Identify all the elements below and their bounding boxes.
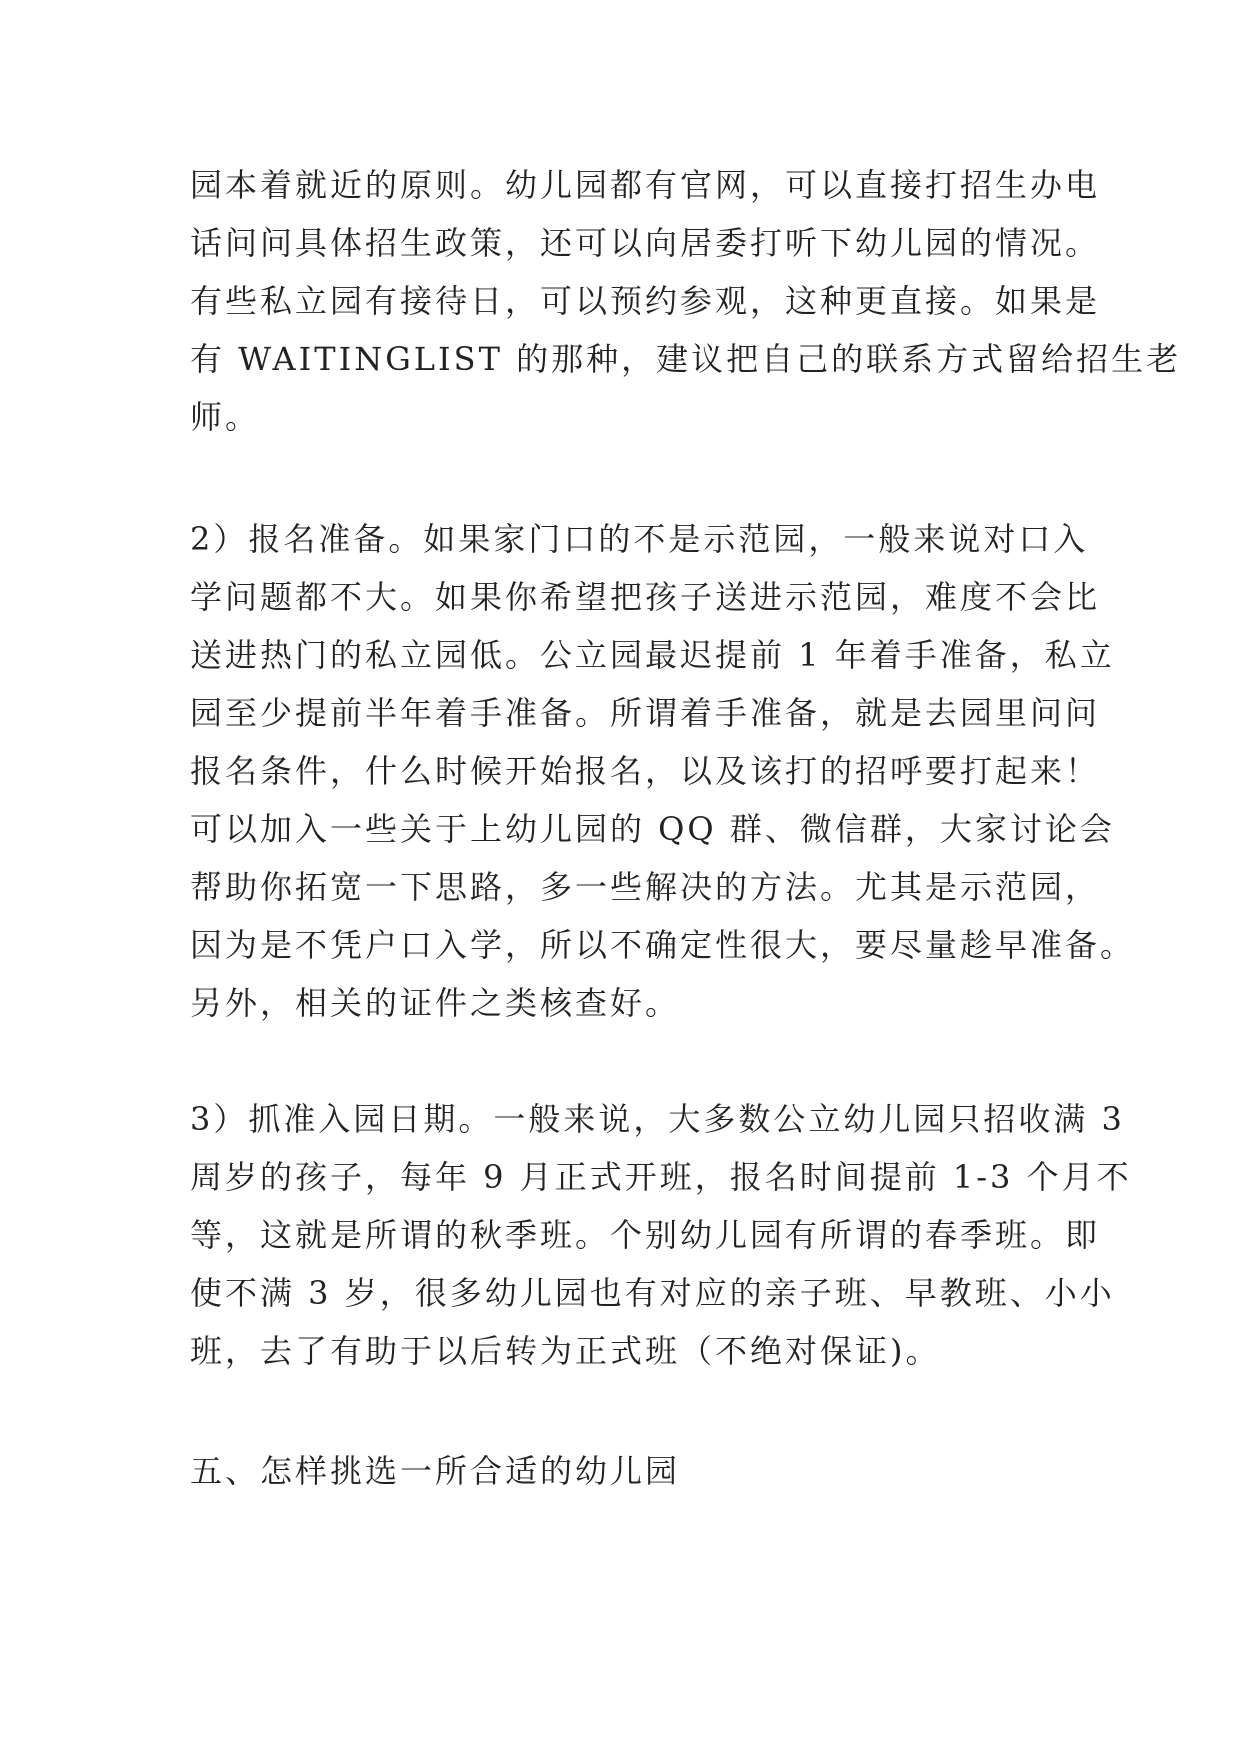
- paragraph-line: 园至少提前半年着手准备。所谓着手准备，就是去园里问问: [190, 694, 1101, 732]
- paragraph-line: 等，这就是所谓的秋季班。个别幼儿园有所谓的春季班。即: [190, 1216, 1101, 1254]
- paragraph-line: 话问问具体招生政策，还可以向居委打听下幼儿园的情况。: [190, 224, 1101, 262]
- paragraph-enrollment-dates: [190, 1090, 1132, 1380]
- paragraph-line: 班，去了有助于以后转为正式班（不绝对保证)。: [190, 1332, 941, 1370]
- paragraph-line: 3）抓准入园日期。一般来说，大多数公立幼儿园只招收满 3: [190, 1100, 1125, 1138]
- paragraph-line: 因为是不凭户口入学，所以不确定性很大，要尽量趁早准备。: [190, 926, 1136, 964]
- paragraph-line: 另外，相关的证件之类核查好。: [190, 984, 681, 1022]
- paragraph-line: 学问题都不大。如果你希望把孩子送进示范园，难度不会比: [190, 578, 1101, 616]
- paragraph-line: 有些私立园有接待日，可以预约参观，这种更直接。如果是: [190, 282, 1101, 320]
- paragraph-line: 报名条件，什么时候开始报名，以及该打的招呼要打起来！: [190, 752, 1101, 790]
- paragraph-line: 2）报名准备。如果家门口的不是示范园，一般来说对口入: [190, 520, 1089, 558]
- paragraph-line: 有 WAITINGLIST 的那种，建议把自己的联系方式留给招生老: [190, 340, 1182, 378]
- paragraph-registration-preparation: [190, 510, 1136, 1032]
- paragraph-line: 周岁的孩子，每年 9 月正式开班，报名时间提前 1-3 个月不: [190, 1158, 1132, 1196]
- paragraph-line: 可以加入一些关于上幼儿园的 QQ 群、微信群，大家讨论会: [190, 810, 1115, 848]
- paragraph-line: 使不满 3 岁，很多幼儿园也有对应的亲子班、早教班、小小: [190, 1274, 1115, 1312]
- paragraph-line: 帮助你拓宽一下思路，多一些解决的方法。尤其是示范园，: [190, 868, 1101, 906]
- paragraph-line: 送进热门的私立园低。公立园最迟提前 1 年着手准备，私立: [190, 636, 1115, 674]
- paragraph-line: 园本着就近的原则。幼儿园都有官网，可以直接打招生办电: [190, 166, 1101, 204]
- paragraph-line: 师。: [190, 398, 261, 436]
- paragraph-admission-inquiry: [190, 156, 1182, 446]
- section-heading-text: 五、怎样挑选一所合适的幼儿园: [190, 1452, 681, 1490]
- section-heading: [190, 1442, 1070, 1500]
